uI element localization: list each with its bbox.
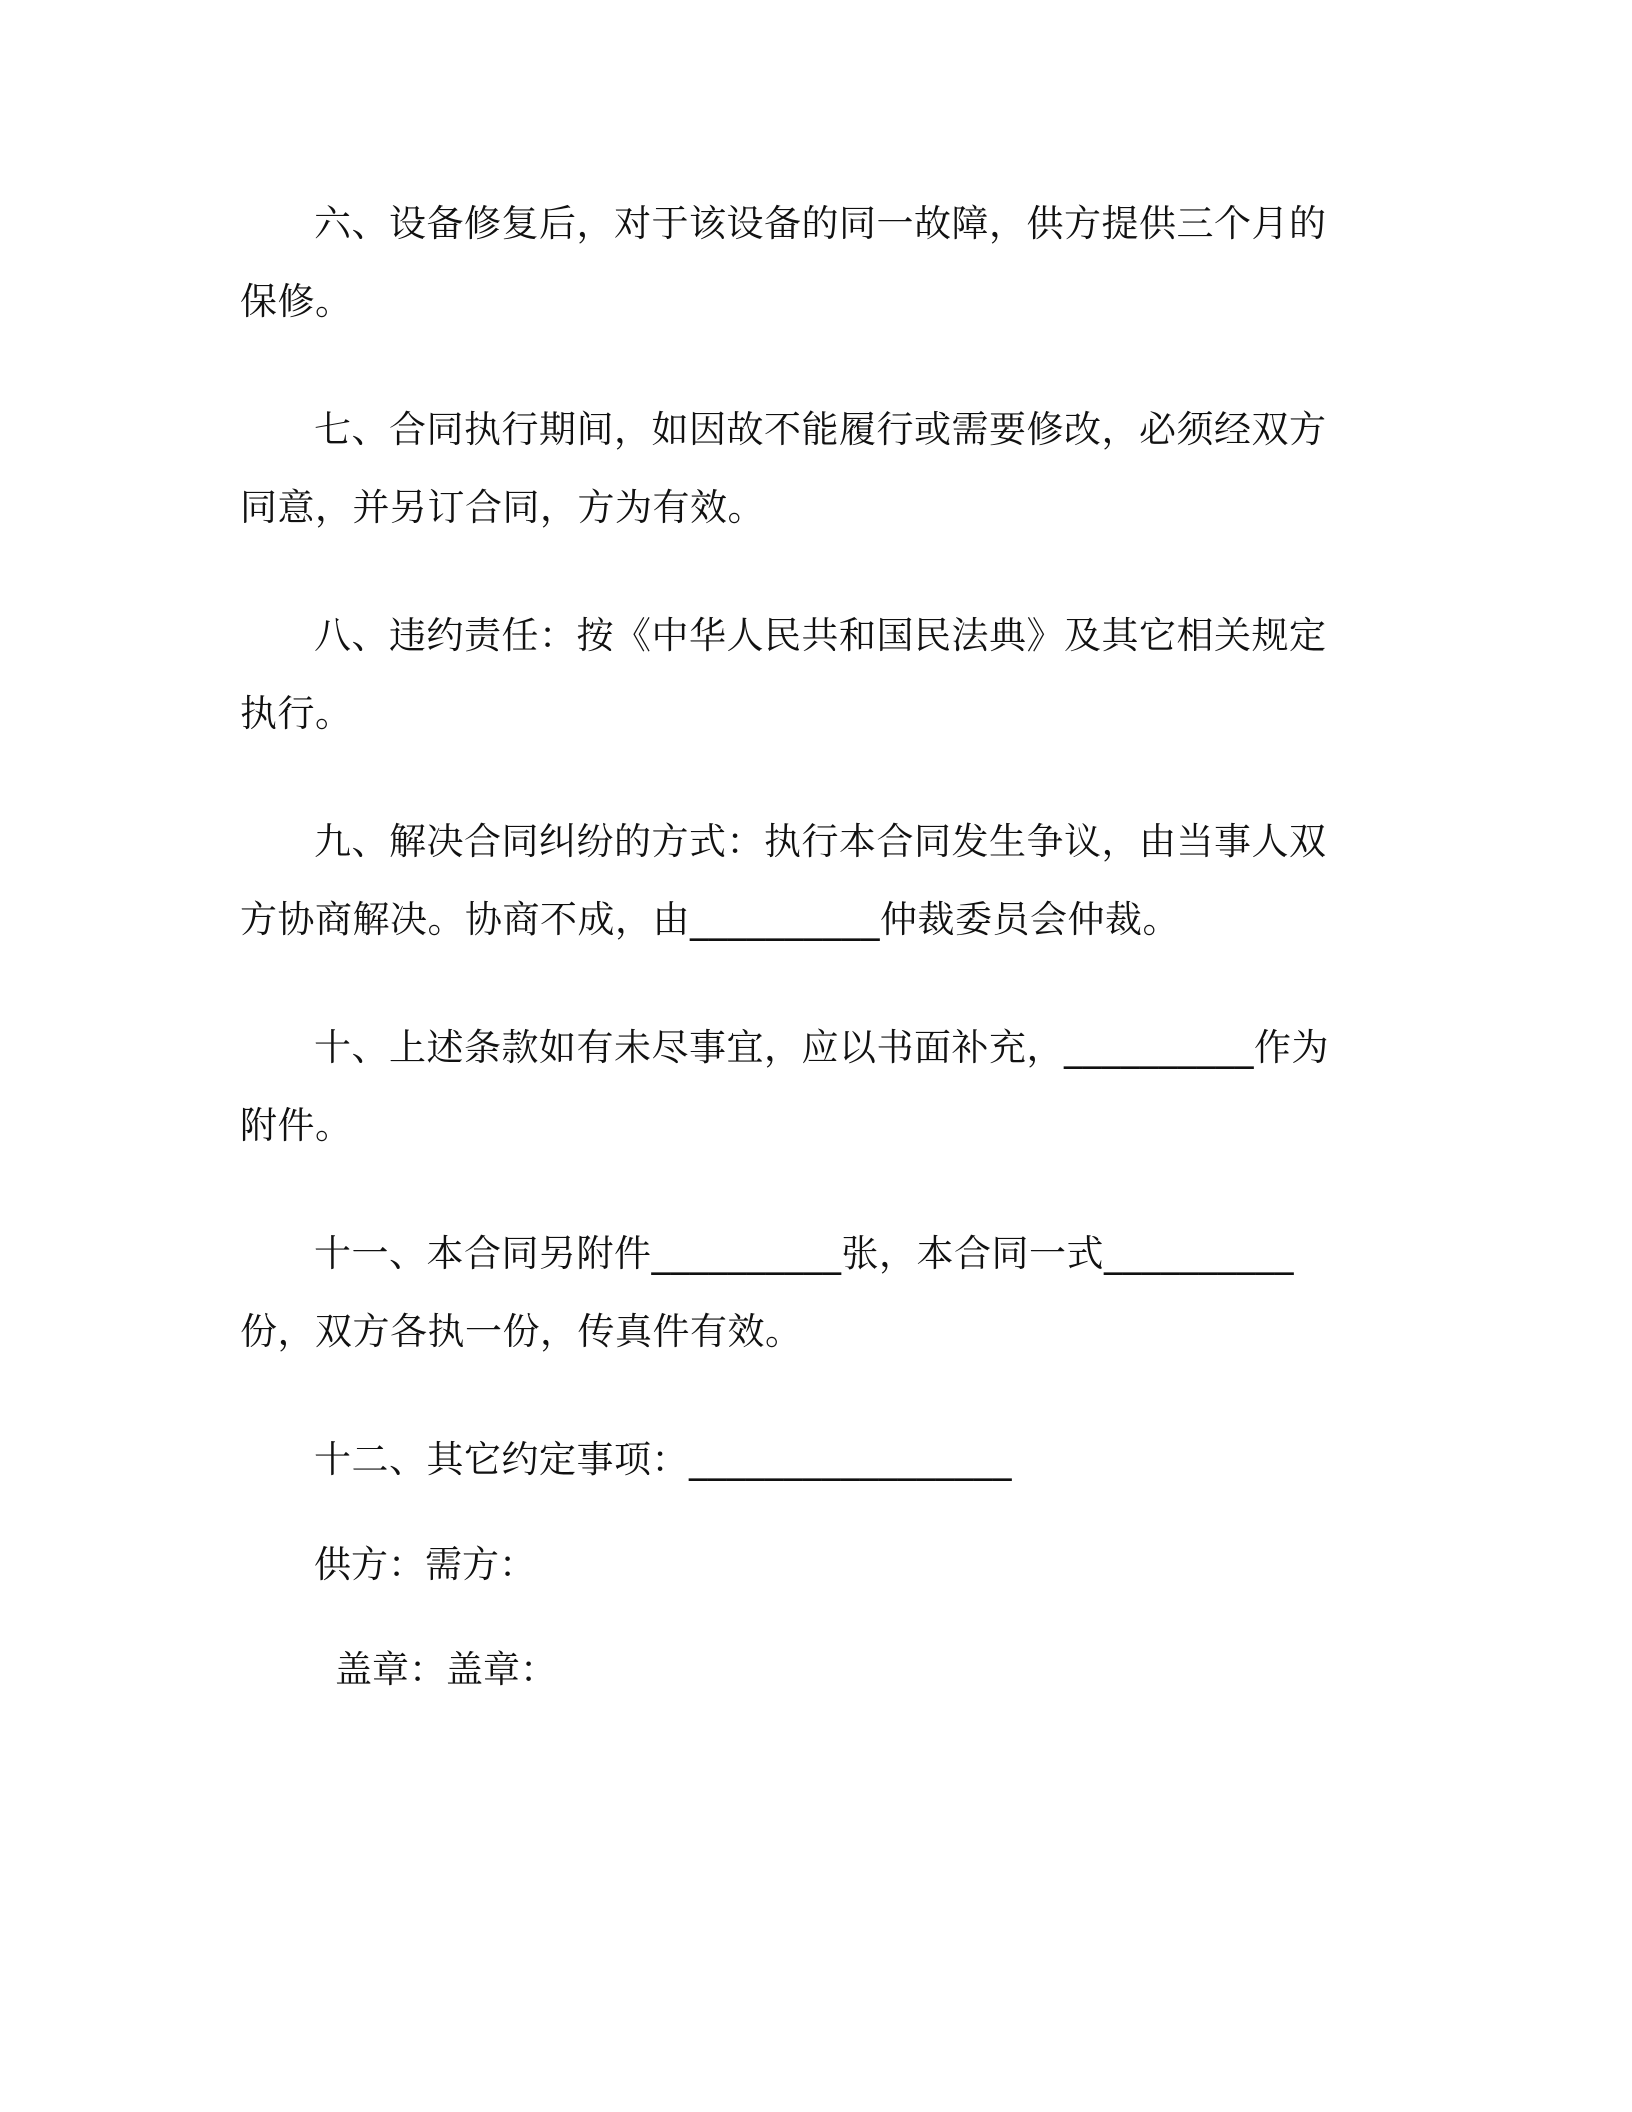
clause-9: 九、解决合同纠纷的方式：执行本合同发生争议，由当事人双方协商解决。协商不成，由__________仲裁委员会仲裁。	[240, 820, 1327, 941]
clause-8: 八、违约责任：按《中华人民共和国民法典》及其它相关规定执行。	[240, 614, 1327, 735]
clause-12: 十二、其它约定事项：_________________	[314, 1438, 1012, 1481]
clause-11: 十一、本合同另附件__________张，本合同一式__________份，双方各执一份，传真件有效。	[240, 1232, 1294, 1353]
parties-line: 供方：需方：	[314, 1543, 536, 1586]
contract-body	[240, 185, 1352, 1736]
clause-6: 六、设备修复后，对于该设备的同一故障，供方提供三个月的保修。	[240, 202, 1327, 323]
seal-line: 盖章：盖章：	[335, 1648, 557, 1691]
clause-7: 七、合同执行期间，如因故不能履行或需要修改，必须经双方同意，并另订合同，方为有效。	[240, 408, 1327, 529]
clause-10: 十、上述条款如有未尽事宜，应以书面补充，__________作为附件。	[240, 1026, 1329, 1147]
